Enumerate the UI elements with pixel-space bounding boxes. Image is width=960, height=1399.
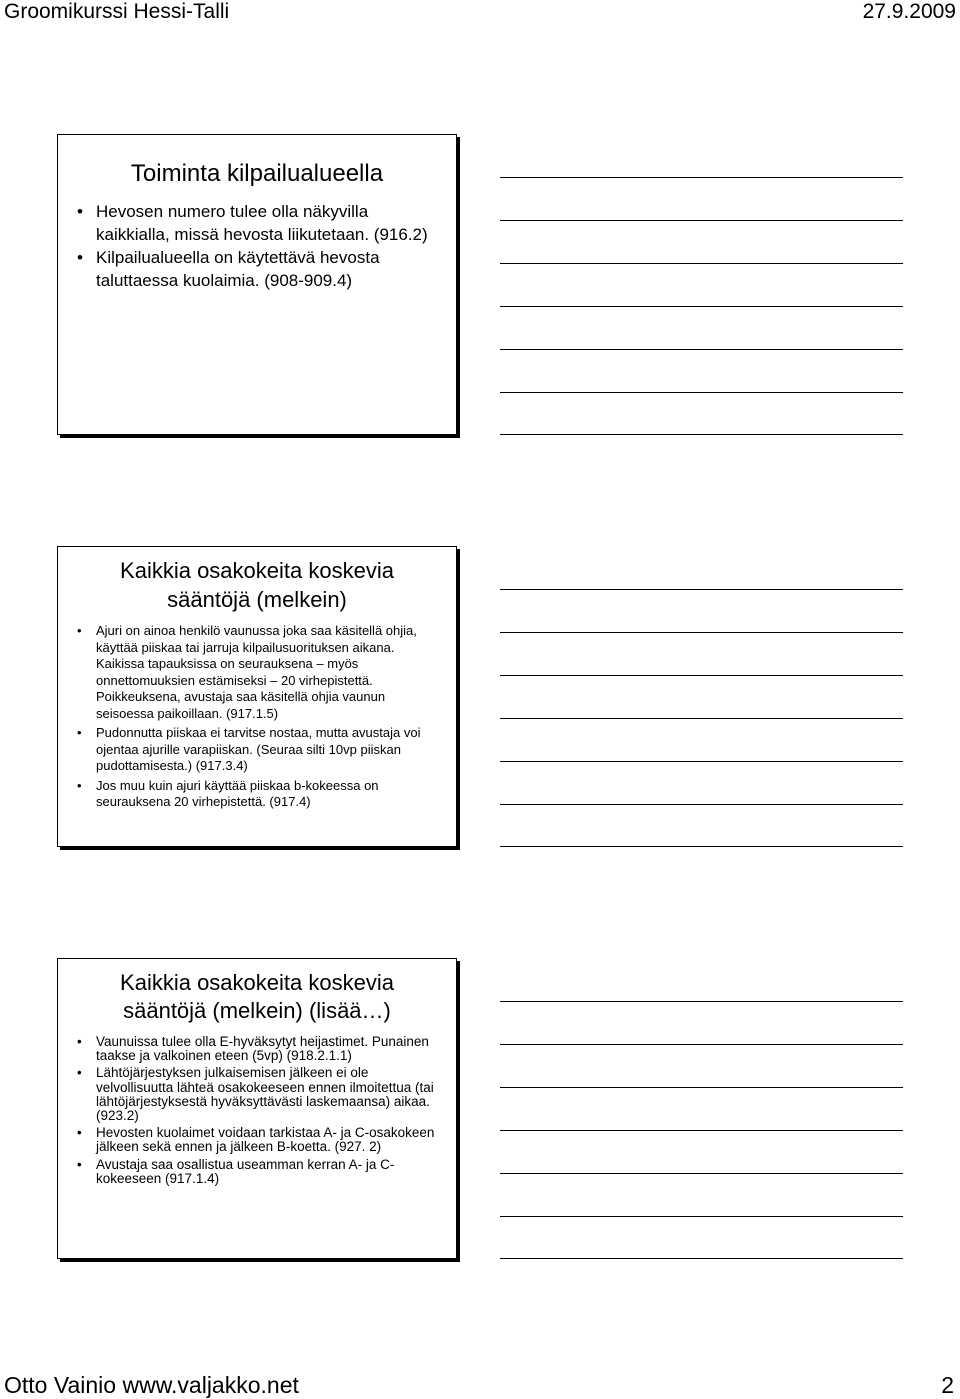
slide-1 [57, 134, 457, 435]
slide-title: Kaikkia osakokeita koskevia sääntöjä (melkein) (lisää…) [120, 970, 394, 1023]
bullet-item: • Pudonnutta piiskaa ei tarvitse nostaa, mutta avustaja voi ojentaa ajurille varapiiskan. (Seuraa silti 10vp piiskan pudottamisesta.) (917.3.4) [96, 725, 446, 775]
bullet-item: • Avustaja saa osallistua useamman kerran A- ja C-kokeeseen (917.1.4) [96, 1158, 442, 1186]
bullet-item: • Hevosten kuolaimet voidaan tarkistaa A- ja C-osakokeen jälkeen sekä ennen ja jälkeen B-koetta. (927. 2) [96, 1126, 442, 1154]
bullet-item: • Kilpailualueella on käytettävä hevosta taluttaessa kuolaimia. (908-909.4) [96, 246, 444, 292]
bullet-list [58, 200, 456, 292]
bullet-list [58, 623, 456, 811]
page-number: 2 [941, 1372, 954, 1398]
slide-3 [57, 958, 457, 1259]
document-date: 27.9.2009 [862, 0, 956, 23]
document-title: Groomikurssi Hessi-Talli [4, 0, 230, 23]
bullet-item: • Ajuri on ainoa henkilö vaunussa joka saa käsitellä ohjia, käyttää piiskaa tai jarruja kilpailusuorituksen aikana. Kaikissa tapauksissa on seurauksena – myös onnettomuuksien estämiseksi – 20 virhepistettä. Poikkeuksena, avustaja saa käsitellä ohjia vaunun seisoessa paikoillaan. (917.1.5) [96, 623, 446, 722]
bullet-item: • Jos muu kuin ajuri käyttää piiskaa b-kokeessa on seurauksena 20 virhepistettä. (917.4) [96, 778, 446, 811]
slide-title: Toiminta kilpailualueella [130, 160, 384, 187]
bullet-list [58, 1035, 456, 1186]
bullet-item: • Vaunuissa tulee olla E-hyväksytyt heijastimet. Punainen taakse ja valkoinen eteen (5vp) (918.2.1.1) [96, 1035, 442, 1063]
bullet-item: • Lähtöjärjestyksen julkaisemisen jälkeen ei ole velvollisuutta lähteä osakokeeseen ennen ilmoitettua (tai lähtöjärjestyksestä hyväksyttävästi laskemaansa) aikaa. (923.2) [96, 1066, 442, 1123]
slide-2 [57, 546, 457, 847]
slide-title: Kaikkia osakokeita koskevia sääntöjä (melkein) [120, 558, 394, 612]
bullet-item: • Hevosen numero tulee olla näkyvilla kaikkialla, missä hevosta liikutetaan. (916.2) [96, 200, 444, 246]
footer-author: Otto Vainio www.valjakko.net [4, 1372, 299, 1398]
